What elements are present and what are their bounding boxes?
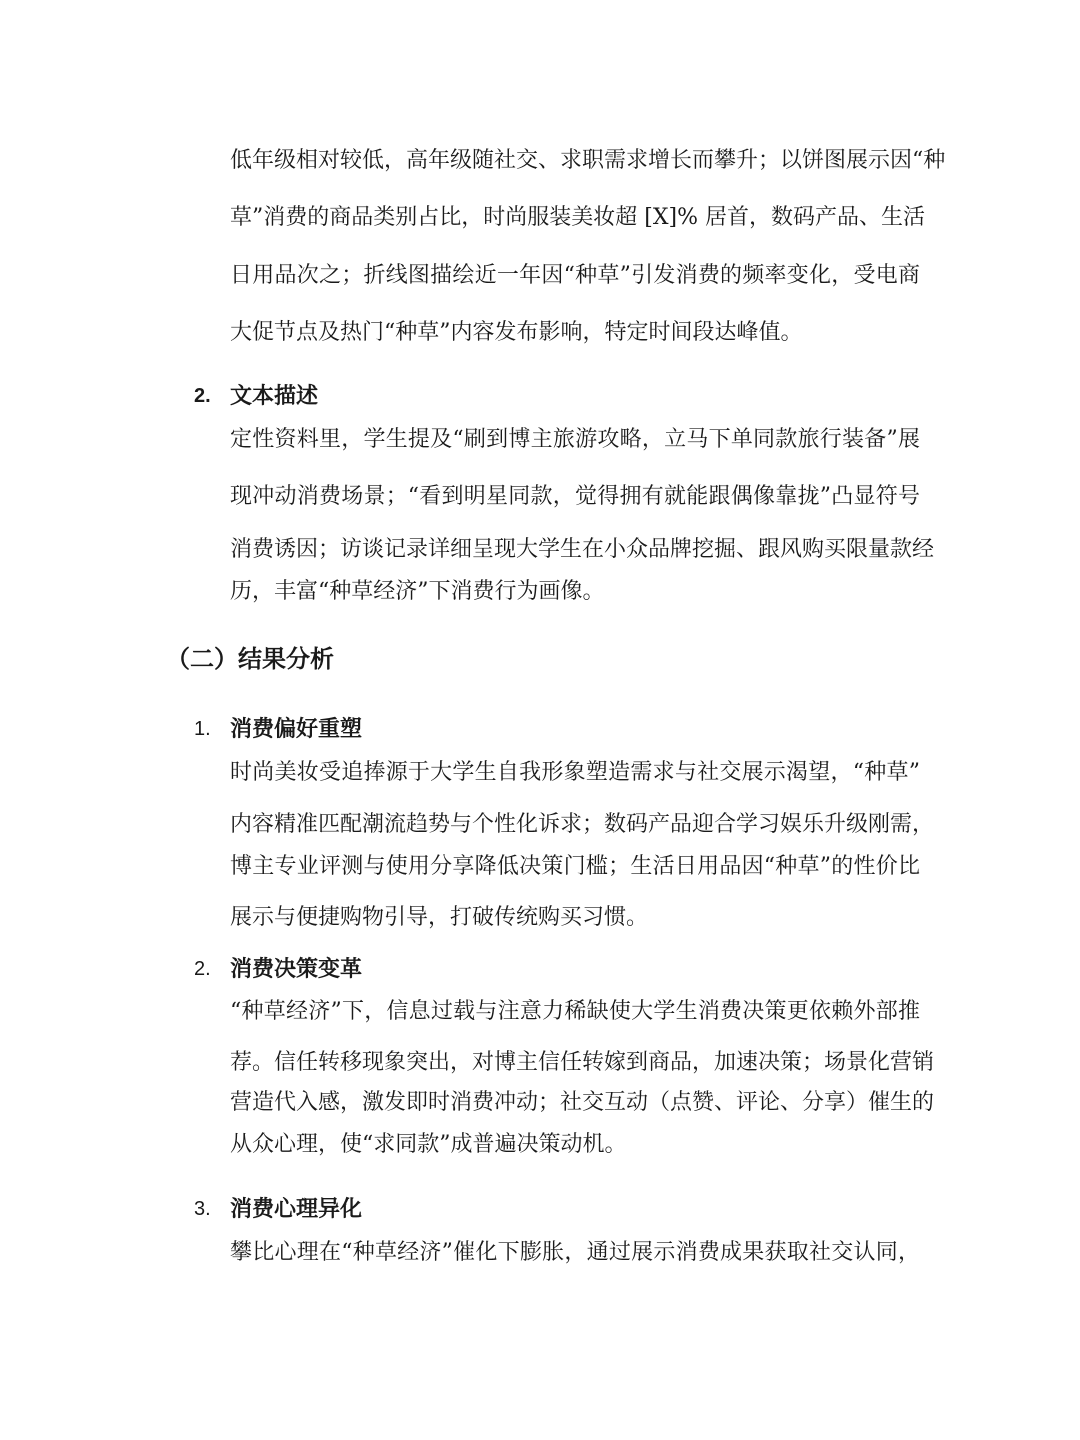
paragraph-line: 低年级相对较低，高年级随社交、求职需求增长而攀升；以饼图展示因“种 xyxy=(230,148,946,173)
paragraph-line: 荐。信任转移现象突出，对博主信任转嫁到商品，加速决策；场景化营销 xyxy=(230,1050,935,1075)
paragraph-line: 草”消费的商品类别占比，时尚服装美妆超 [X]% 居首，数码产品、生活 xyxy=(230,205,925,230)
paragraph-line: 日用品次之；折线图描绘近一年因“种草”引发消费的频率变化，受电商 xyxy=(230,263,920,288)
subheading-consumption-preference: 消费偏好重塑 xyxy=(230,716,363,742)
subheading-text-description: 文本描述 xyxy=(230,383,319,409)
paragraph-line: 内容精准匹配潮流趋势与个性化诉求；数码产品迎合学习娱乐升级刚需， xyxy=(230,812,935,837)
paragraph-line: 时尚美妆受追捧源于大学生自我形象塑造需求与社交展示渴望，“种草” xyxy=(230,760,920,785)
paragraph-line: 营造代入感，激发即时消费冲动；社交互动（点赞、评论、分享）催生的 xyxy=(230,1090,935,1115)
list-number: 3. xyxy=(194,1198,211,1220)
list-number: 2. xyxy=(194,385,211,407)
paragraph-line: 消费诱因；访谈记录详细呈现大学生在小众品牌挖掘、跟风购买限量款经 xyxy=(230,537,935,562)
list-number: 2. xyxy=(194,958,211,980)
paragraph-line: “种草经济”下，信息过载与注意力稀缺使大学生消费决策更依赖外部推 xyxy=(230,999,920,1024)
subheading-psychology-alienation: 消费心理异化 xyxy=(230,1196,363,1222)
paragraph-line: 攀比心理在“种草经济”催化下膨胀，通过展示消费成果获取社交认同， xyxy=(230,1240,920,1265)
subheading-decision-change: 消费决策变革 xyxy=(230,956,363,982)
paragraph-line: 大促节点及热门“种草”内容发布影响，特定时间段达峰值。 xyxy=(230,320,803,345)
paragraph-line: 从众心理，使“求同款”成普遍决策动机。 xyxy=(230,1132,627,1157)
paragraph-line: 定性资料里，学生提及“刷到博主旅游攻略，立马下单同款旅行装备”展 xyxy=(230,427,920,452)
paragraph-line: 展示与便捷购物引导，打破传统购买习惯。 xyxy=(230,905,649,930)
list-number: 1. xyxy=(194,718,211,740)
paragraph-line: 博主专业评测与使用分享降低决策门槛；生活日用品因“种草”的性价比 xyxy=(230,854,920,879)
paragraph-line: 历，丰富“种草经济”下消费行为画像。 xyxy=(230,579,605,604)
paragraph-line: 现冲动消费场景；“看到明星同款，觉得拥有就能跟偶像靠拢”凸显符号 xyxy=(230,484,920,509)
section-heading-results: （二）结果分析 xyxy=(166,644,334,673)
